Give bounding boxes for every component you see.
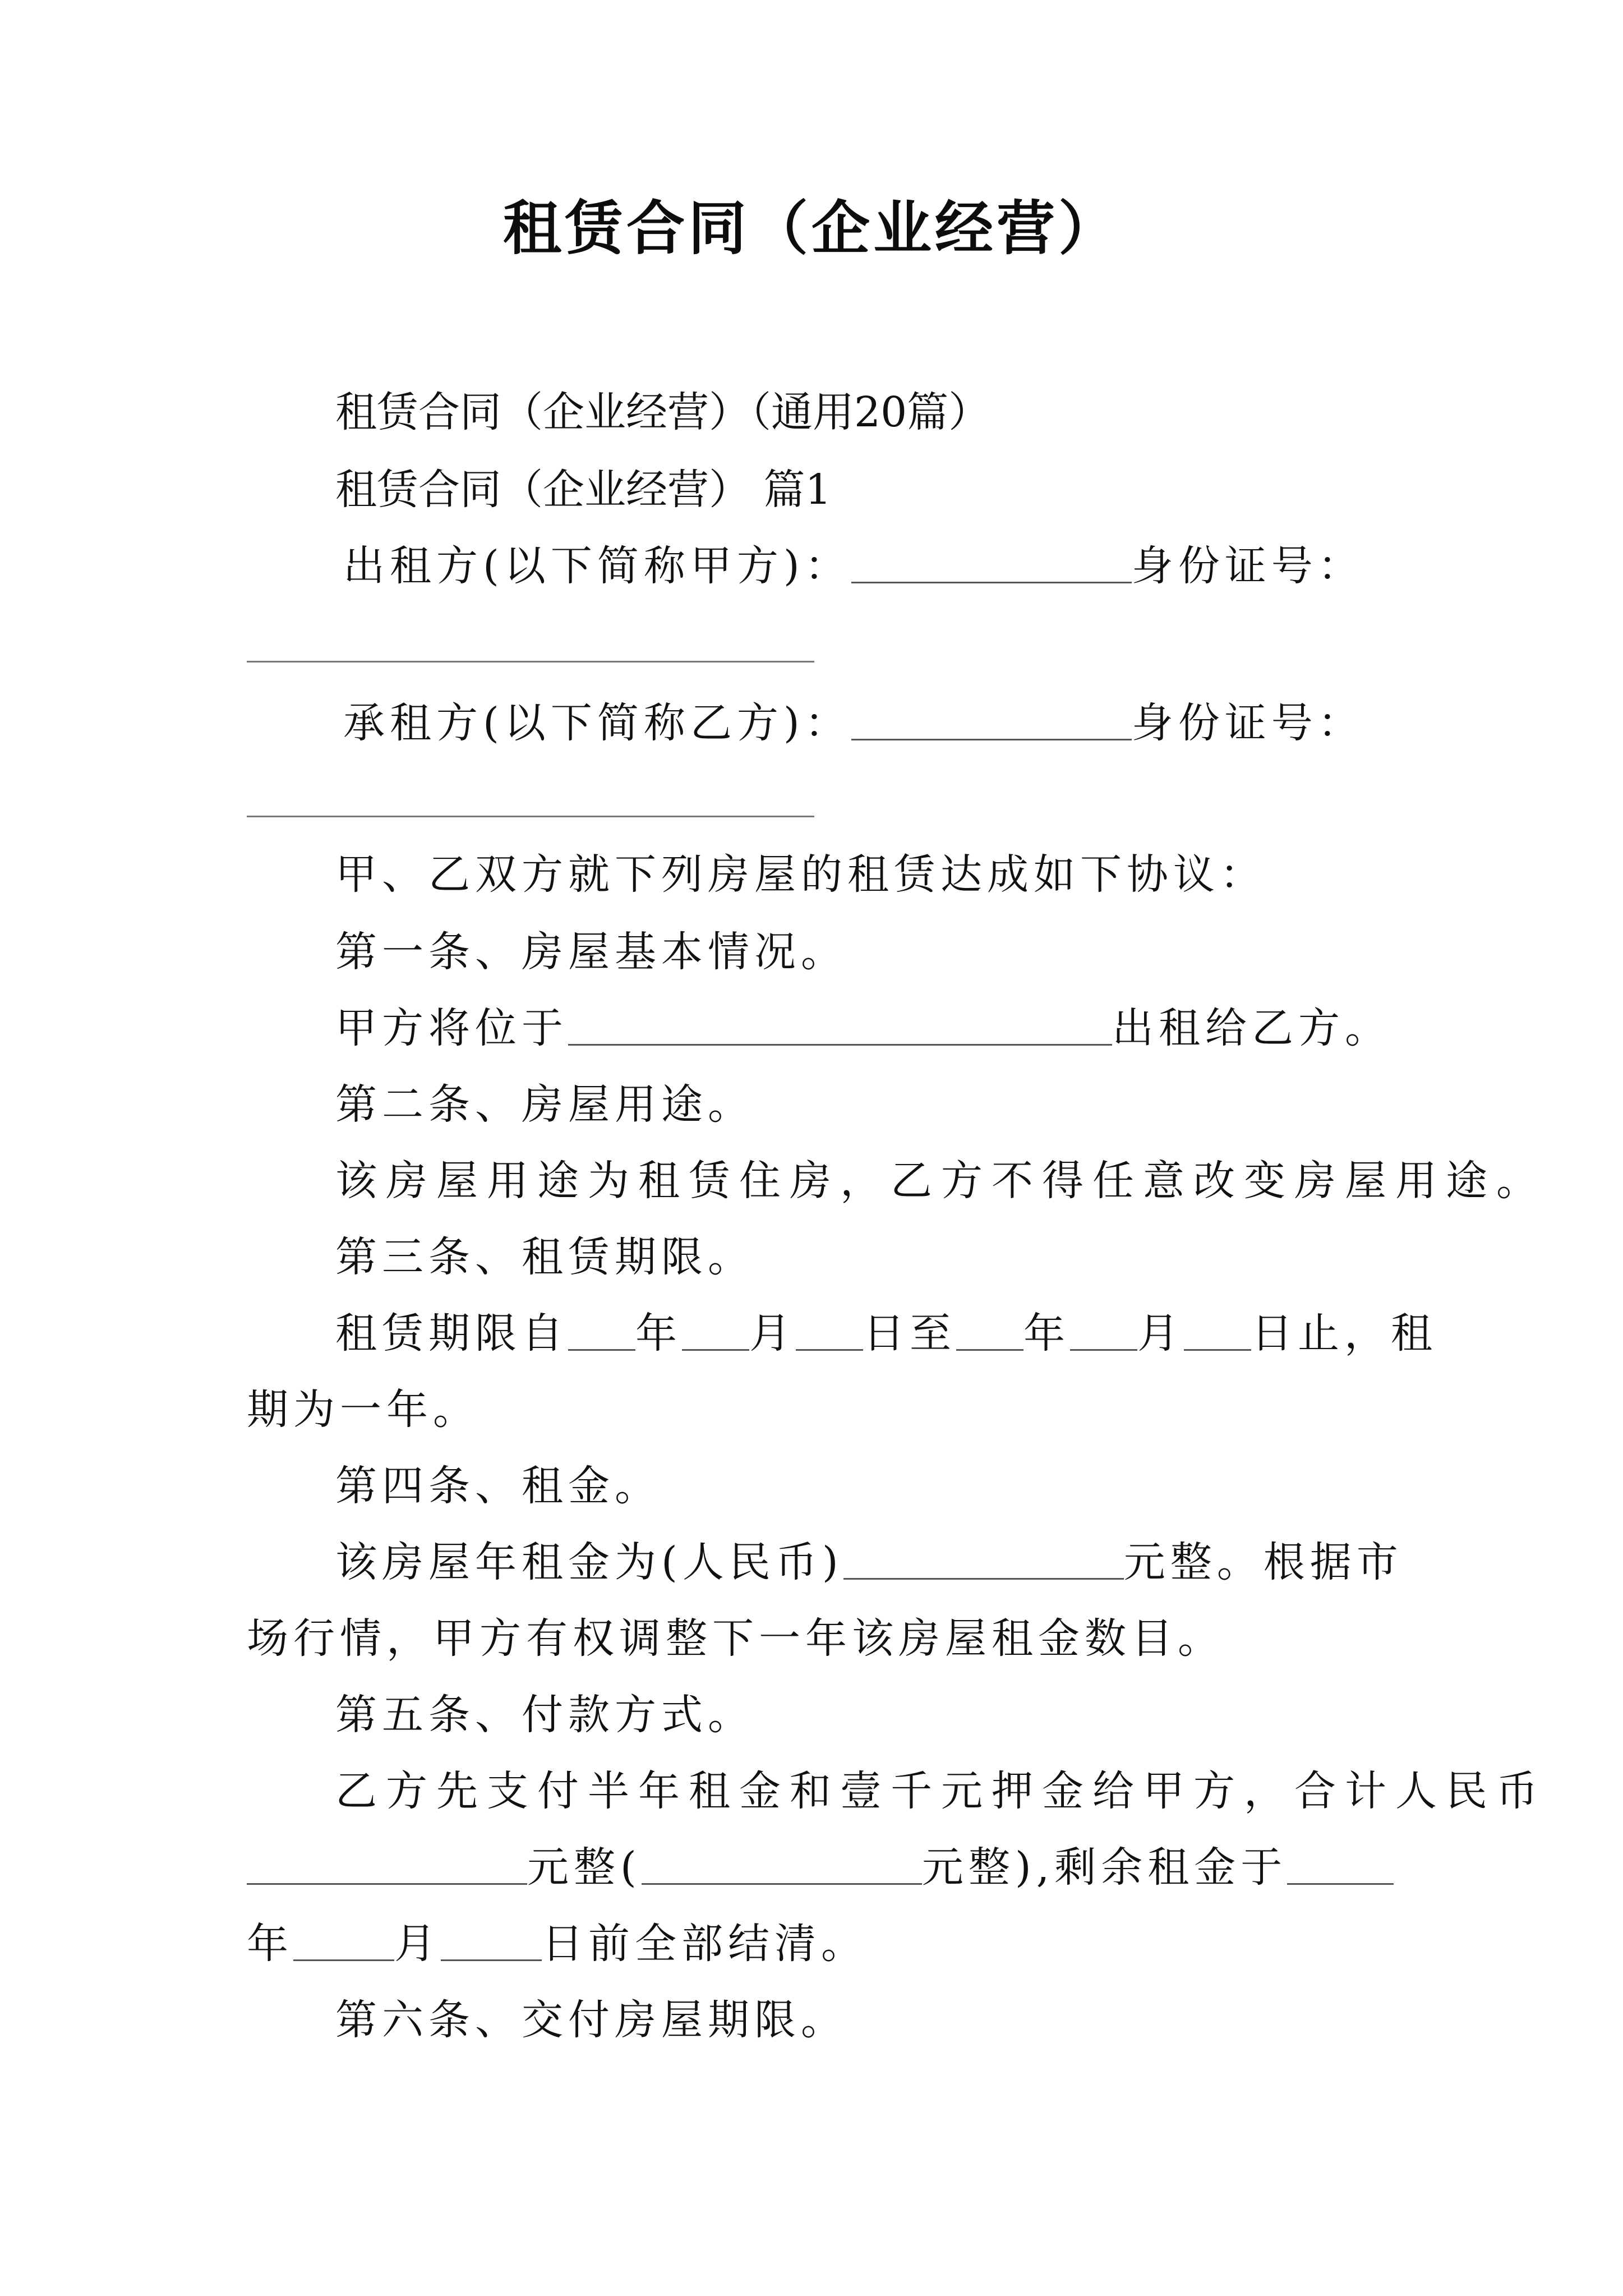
lessor-label: 出租方(以下简称甲方)： [343, 542, 851, 590]
month-label: 月 [749, 1309, 796, 1358]
end-day-blank [1184, 1314, 1251, 1351]
balance-year-blank [1287, 1848, 1394, 1885]
day-end-label: 日止，租 [1251, 1309, 1437, 1358]
lessor-id-blank [247, 661, 814, 662]
lessee-name-blank [851, 704, 1132, 740]
article-3-text [335, 1309, 1437, 1358]
article-5-text-line3 [247, 1920, 868, 1968]
lessee-id-label: 身份证号： [1131, 699, 1364, 747]
subtitle: 租赁合同（企业经营）（通用20篇） [335, 388, 990, 436]
annual-rent-blank [843, 1543, 1124, 1580]
yuan-label-1: 元整( [527, 1843, 642, 1892]
start-day-blank [796, 1314, 863, 1351]
start-year-blank [568, 1314, 635, 1351]
article-5-heading: 第五条、付款方式。 [335, 1691, 754, 1739]
balance-tail: 日前全部结清。 [542, 1920, 868, 1968]
end-month-blank [1070, 1314, 1137, 1351]
lessee-line [343, 699, 1364, 747]
article-5-text: 乙方先支付半年租金和壹千元押金给甲方，合计人民币 [335, 1767, 1547, 1815]
yuan-label-2: 元整),剩余租金于 [921, 1843, 1288, 1892]
article-1-after: 出租给乙方。 [1112, 1004, 1391, 1052]
balance-month-blank [293, 1925, 394, 1961]
lessor-id-label: 身份证号： [1131, 542, 1364, 590]
article-2-text: 该房屋用途为租赁住房，乙方不得任意改变房屋用途。 [335, 1157, 1547, 1205]
year-label: 年 [247, 1920, 293, 1968]
property-address-blank [568, 1009, 1112, 1046]
term-start-label: 租赁期限自 [335, 1309, 568, 1358]
lessee-id-blank [247, 816, 814, 817]
article-5-text-line2 [247, 1843, 1394, 1892]
article-4-text-line2: 场行情，甲方有权调整下一年该房屋租金数目。 [247, 1614, 1224, 1663]
total-amount-uppercase-blank [642, 1848, 922, 1885]
start-month-blank [682, 1314, 749, 1351]
lessee-label: 承租方(以下简称乙方)： [343, 699, 851, 747]
rent-after: 元整。根据市 [1123, 1538, 1403, 1586]
balance-day-blank [441, 1925, 542, 1961]
year-label: 年 [1023, 1309, 1070, 1358]
article-6-heading: 第六条、交付房屋期限。 [335, 1996, 847, 2044]
article-2-heading: 第二条、房屋用途。 [335, 1080, 754, 1129]
lessor-line [343, 542, 1364, 590]
article-1-heading: 第一条、房屋基本情况。 [335, 928, 847, 976]
document-title: 租赁合同（企业经营） [502, 194, 1120, 263]
article-4-heading: 第四条、租金。 [335, 1462, 661, 1510]
article-4-text [335, 1538, 1403, 1586]
article-3-heading: 第三条、租赁期限。 [335, 1233, 754, 1281]
month-label: 月 [1137, 1309, 1184, 1358]
total-amount-blank [247, 1848, 527, 1885]
rent-label: 该房屋年租金为(人民币) [335, 1538, 843, 1586]
month-label: 月 [394, 1920, 441, 1968]
article-1-before: 甲方将位于 [335, 1004, 568, 1052]
article-3-text-line2: 期为一年。 [247, 1386, 479, 1434]
chapter-heading: 租赁合同（企业经营） 篇1 [335, 466, 832, 514]
year-label: 年 [635, 1309, 682, 1358]
day-to-label: 日至 [863, 1309, 956, 1358]
intro-paragraph: 甲、乙双方就下列房屋的租赁达成如下协议： [335, 850, 1266, 899]
end-year-blank [956, 1314, 1023, 1351]
article-1-text [335, 1004, 1391, 1052]
lessor-name-blank [851, 547, 1132, 583]
